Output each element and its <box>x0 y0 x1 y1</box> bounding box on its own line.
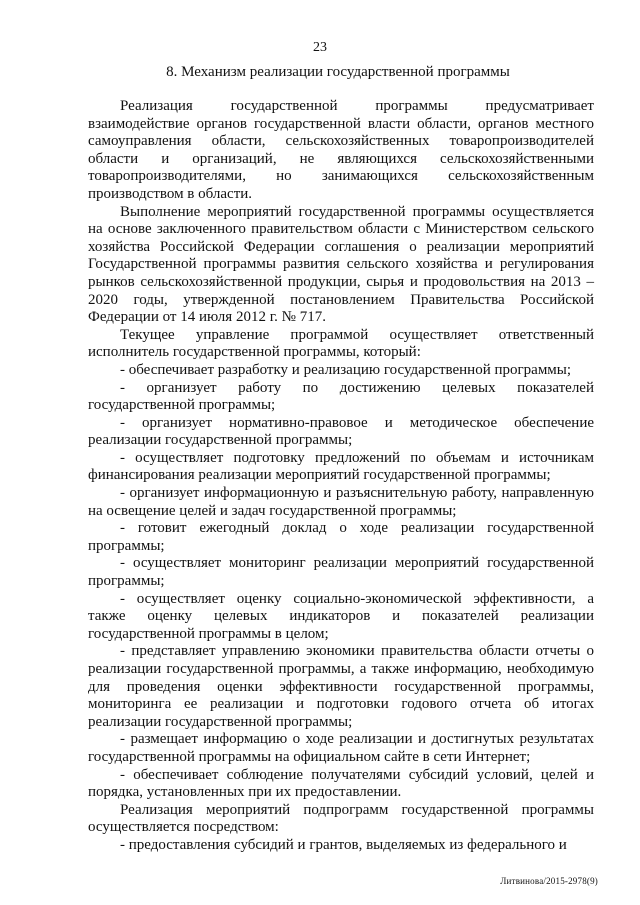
list-item: - обеспечивает соблюдение получателями субсидий условий, целей и порядка, установленных при их предоставлении. <box>88 766 594 801</box>
list-item: - представляет управлению экономики правительства области отчеты о реализации государственной программы, а также информацию, необходимую для проведения оценки эффективности государственной программы, мониторинга ее реализации и подготовки годового отчета об итогах реализации государственной программы; <box>88 643 594 730</box>
list-item: - осуществляет подготовку предложений по объемам и источникам финансирования реализации мероприятий государственной программы; <box>88 449 594 484</box>
list-item: - размещает информацию о ходе реализации и достигнутых результатах государственной программы на официальном сайте в сети Интернет; <box>88 731 594 765</box>
paragraph: Реализация мероприятий подпрограмм государственной программы осуществляется посредством: <box>88 801 594 836</box>
paragraph: Реализация государственной программы предусматривает взаимодействие органов государственной власти области, органов местного самоуправления области, сельскохозяйственных товаропроизводителей области и организаций, не являющихся сельскохозяйственными товаропроизводителями, но занимающихся сельскохозяйственным производством в области. <box>88 98 594 202</box>
page-number: 23 <box>313 40 327 55</box>
list-item: - осуществляет оценку социально-экономической эффективности, а также оценку целевых индикаторов и показателей реализации государственной программы в целом; <box>88 590 594 642</box>
section-title: 8. Механизм реализации государственной программы <box>166 64 510 80</box>
document-body <box>88 98 594 855</box>
paragraph: Текущее управление программой осуществляет ответственный исполнитель государственной программы, который: <box>88 326 594 361</box>
list-item: - осуществляет мониторинг реализации мероприятий государственной программы; <box>88 555 594 590</box>
list-item: - предоставления субсидий и грантов, выделяемых из федерального и <box>120 836 567 853</box>
list-item: - организует информационную и разъяснительную работу, направленную на освещение целей и задач государственной программы; <box>88 485 594 519</box>
list-item: - организует нормативно-правовое и методическое обеспечение реализации государственной программы; <box>88 414 594 449</box>
list-item: - организует работу по достижению целевых показателей государственной программы; <box>88 379 594 414</box>
list-item: - готовит ежегодный доклад о ходе реализации государственной программы; <box>88 520 594 554</box>
document-footer-code: Литвинова/2015-2978(9) <box>500 876 598 886</box>
list-item: - обеспечивает разработку и реализацию государственной программы; <box>120 361 572 378</box>
paragraph: Выполнение мероприятий государственной программы осуществляется на основе заключенного правительством области с Министерством сельского хозяйства Российской Федерации соглашения о реализации мероприятий Государственной программы развития сельского хозяйства и регулирования рынков сельскохозяйственной продукции, сырья и продовольствия на 2013 – 2020 годы, утвержденной постановлением Правительства Российской Федерации от 14 июля 2012 г. № 717. <box>88 203 594 326</box>
